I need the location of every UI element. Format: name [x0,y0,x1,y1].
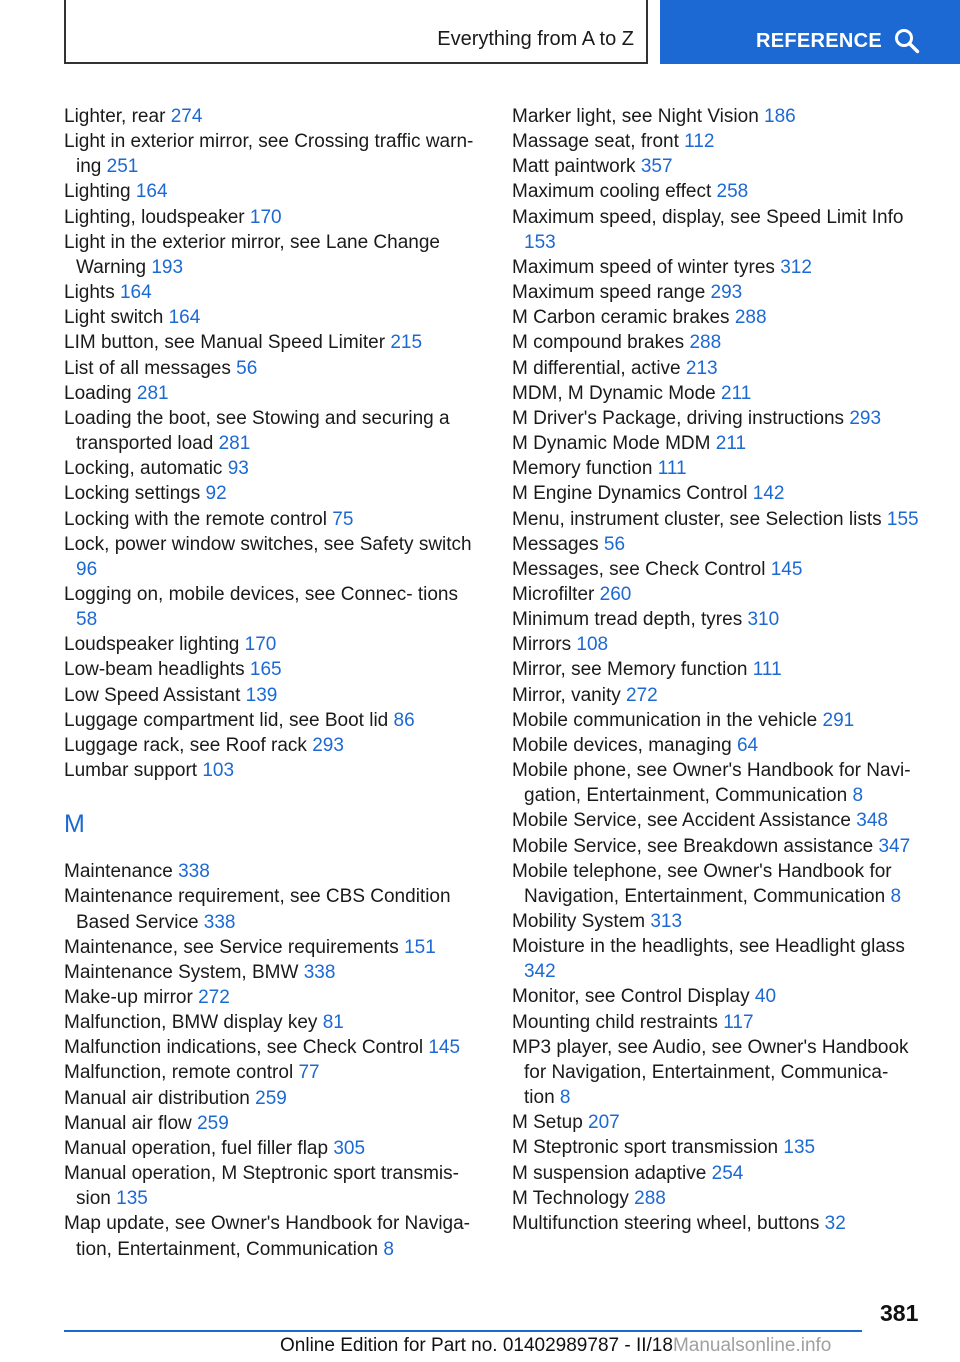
index-entry-term: Loudspeaker lighting [64,634,240,656]
page-reference-link[interactable]: 86 [393,709,415,731]
page-reference-link[interactable]: 288 [634,1187,666,1209]
index-entry [512,557,922,582]
index-entry-term: M Driver's Package, driving instructions [512,407,845,429]
index-entry-term: Maintenance requirement, see CBS Condition Based Service [64,886,451,933]
index-entry-term: M Dynamic Mode MDM [512,433,711,455]
page-reference-link[interactable]: 165 [249,659,282,681]
index-entry-term: Low-beam headlights [64,659,245,681]
index-entry [64,985,484,1010]
page-reference-link[interactable]: 211 [721,382,752,404]
search-icon[interactable] [894,28,920,54]
index-entry [512,381,922,406]
edition-text: Online Edition for Part no. 01402989787 - II/18 [280,1335,673,1356]
index-entry-term: Maintenance System, BMW [64,961,299,983]
index-entry [64,406,484,456]
index-entry [64,381,484,406]
index-entry-term: Make-up mirror [64,987,193,1008]
index-entry-term: Mobile Service, see Accident Assistance [512,810,852,832]
page-reference-link[interactable]: 193 [151,256,184,278]
index-entry-term: M Steptronic sport transmission [512,1137,779,1159]
index-entry [64,205,484,230]
index-entry [64,683,484,708]
index-entry [512,532,922,557]
page-reference-link[interactable]: 281 [136,382,169,404]
page-reference-link[interactable]: 288 [734,307,767,329]
index-entry [64,1211,484,1261]
watermark-text: Manualsonline.info [672,1335,832,1356]
page-reference-link[interactable]: 186 [764,106,796,127]
page-reference-link[interactable]: 93 [227,458,249,480]
index-entry-term: Massage seat, front [512,131,679,153]
page-reference-link[interactable]: 213 [685,357,718,379]
index-entry [512,808,922,833]
page-reference-link[interactable]: 92 [205,483,227,505]
page-reference-link[interactable]: 8 [383,1238,394,1260]
page-reference-link[interactable]: 58 [76,609,98,631]
page-reference-link[interactable]: 293 [849,407,882,429]
index-entry [64,481,484,506]
footer-divider [64,1330,862,1332]
index-entry [512,305,922,330]
page-reference-link[interactable]: 75 [332,508,354,530]
page-reference-link[interactable]: 338 [178,861,210,883]
index-entry-term: M Setup [512,1112,583,1134]
index-entry [64,1111,484,1136]
index-entry-term: Locking with the remote control [64,508,327,530]
page-reference-link[interactable]: 310 [747,609,780,631]
page-reference-link[interactable]: 151 [404,936,436,958]
index-entry [512,1010,922,1035]
index-entry-term: Manual air distribution [64,1087,250,1109]
index-entry-term: Messages [512,533,599,555]
index-entry-term: Light in exterior mirror, see Crossing traffic warn- ing [64,131,474,178]
index-entry [64,1035,484,1060]
index-entry [64,960,484,985]
page-reference-link[interactable]: 312 [780,256,812,278]
page-number: 381 [880,1300,919,1326]
index-entry [64,733,484,758]
index-entry-term: Matt paintwork [512,156,636,178]
page-reference-link[interactable]: 281 [218,433,251,455]
index-entry-term: Loading the boot, see Stowing and securing a transported load [64,407,450,455]
index-entry [64,507,484,532]
index-entry [512,129,922,154]
index-entry-term: M suspension adaptive [512,1162,707,1184]
section-letter-m: M [64,810,85,839]
index-entry [64,758,484,783]
page-reference-link[interactable]: 111 [752,659,782,681]
page-reference-link[interactable]: 139 [245,684,278,706]
index-entry [64,582,484,632]
page-reference-link[interactable]: 288 [689,332,722,354]
page-reference-link[interactable]: 357 [640,156,673,178]
index-entry [64,230,484,280]
index-entry [512,834,922,859]
page-reference-link[interactable]: 342 [524,961,556,983]
index-entry-term: Manual air flow [64,1112,192,1134]
index-entry-term: Lighter, rear [64,106,166,127]
index-entry-term: Mobile Service, see Breakdown assistance [512,835,874,857]
index-entry-term: Maintenance [64,861,173,883]
index-entry [512,431,922,456]
index-entry-term: Light switch [64,307,164,329]
index-entry [512,280,922,305]
page-reference-link[interactable]: 111 [657,458,687,480]
index-entry [512,330,922,355]
page-reference-link[interactable]: 164 [168,307,201,329]
page-reference-link[interactable]: 338 [203,911,236,933]
index-entry-term: Microfilter [512,583,595,605]
index-entry-term: Mobile telephone, see Owner's Handbook for Navigation, Entertainment, Communication [512,860,892,907]
index-entry [64,305,484,330]
header-title-box [64,0,648,64]
index-entry [64,129,484,179]
index-entry-term: MDM, M Dynamic Mode [512,382,716,404]
page-reference-link[interactable]: 259 [255,1087,287,1109]
index-entry-term: List of all messages [64,357,231,379]
page-reference-link[interactable]: 272 [626,684,658,706]
index-entry-term: Luggage rack, see Roof rack [64,734,307,756]
page-reference-link[interactable]: 103 [202,760,235,782]
page-reference-link[interactable]: 258 [716,181,749,203]
page-reference-link[interactable]: 170 [249,206,282,228]
index-entry [64,356,484,381]
page-reference-link[interactable]: 112 [684,131,715,153]
index-entry [512,1035,922,1110]
index-entry [512,1161,922,1186]
page-reference-link[interactable]: 145 [428,1037,461,1059]
index-entry-term: Mobile devices, managing [512,734,732,756]
index-entry-term: Manual operation, M Steptronic sport transmis- sion [64,1163,459,1210]
index-entry [64,532,484,582]
page-reference-link[interactable]: 96 [76,558,98,580]
index-entry [64,456,484,481]
page-reference-link[interactable]: 56 [603,533,626,555]
index-entry [64,632,484,657]
index-entry-term: M Carbon ceramic brakes [512,307,730,329]
index-entry [512,758,922,808]
index-entry-term: Logging on, mobile devices, see Connec- tions [64,583,458,605]
page-reference-link[interactable]: 142 [752,483,785,505]
index-entry [512,205,922,255]
index-entry-term: Maintenance, see Service requirements [64,936,399,958]
page-reference-link[interactable]: 32 [824,1212,846,1234]
index-entry-term: Map update, see Owner's Handbook for Naviga- tion, Entertainment, Communication [64,1213,471,1260]
page-reference-link[interactable]: 40 [754,986,777,1008]
page-reference-link[interactable]: 145 [770,558,803,580]
index-entry [512,607,922,632]
header-title: Everything from A to Z [437,28,634,50]
page-reference-link[interactable]: 135 [116,1188,148,1210]
index-column-left [64,104,484,1262]
index-entry-term: M Technology [512,1187,629,1209]
index-entry [512,456,922,481]
index-entry [512,683,922,708]
index-entries-m-continued [512,104,922,1236]
page-reference-link[interactable]: 8 [890,885,902,907]
page-reference-link[interactable]: 207 [588,1112,620,1134]
page-reference-link[interactable]: 56 [236,357,258,379]
index-entry-term: Malfunction, BMW display key [64,1012,318,1034]
page-reference-link[interactable]: 259 [197,1112,229,1134]
index-entry-term: Malfunction indications, see Check Control [64,1037,424,1059]
reference-label: REFERENCE [756,30,883,52]
index-entry [512,356,922,381]
index-entry [64,1010,484,1035]
index-entry [64,935,484,960]
index-entry [512,934,922,984]
index-entry-term: Minimum tread depth, tyres [512,609,743,631]
index-entry-term: Mobile phone, see Owner's Handbook for Navi- gation, Entertainment, Communication [512,760,911,807]
page-reference-link[interactable]: 117 [723,1011,754,1033]
index-entry-term: Multifunction steering wheel, buttons [512,1212,820,1234]
page-reference-link[interactable]: 211 [715,433,747,455]
index-entry-term: Malfunction, remote control [64,1062,294,1084]
index-entry-term: Mobile communication in the vehicle [512,709,818,731]
index-entry-term: Mirrors [512,634,572,656]
index-entry-term: Maximum cooling effect [512,181,712,203]
index-entry-term: Mirror, see Memory function [512,659,748,681]
index-entries-l [64,104,484,783]
index-entry [64,1086,484,1111]
index-entry-term: Luggage compartment lid, see Boot lid [64,709,389,731]
page-reference-link[interactable]: 153 [524,231,556,253]
page-reference-link[interactable]: 254 [711,1162,744,1184]
index-entry-term: Mobility System [512,911,646,932]
page-reference-link[interactable]: 164 [135,181,168,203]
index-entry [512,179,922,204]
index-entry [512,859,922,909]
page-reference-link[interactable]: 347 [878,835,911,857]
index-column-right [512,104,922,1236]
index-entry-term: Locking, automatic [64,458,223,480]
page-reference-link[interactable]: 81 [322,1012,344,1034]
index-entry [512,255,922,280]
index-entry [512,909,922,934]
page-reference-link[interactable]: 338 [303,961,336,983]
page-reference-link[interactable]: 164 [119,282,152,304]
page-reference-link[interactable]: 313 [650,911,683,932]
page-reference-link[interactable]: 251 [106,156,139,178]
index-entry-term: Monitor, see Control Display [512,986,750,1008]
page-reference-link[interactable]: 293 [312,734,344,756]
page-reference-link[interactable]: 274 [170,106,203,127]
page-reference-link[interactable]: 8 [852,785,864,807]
index-entry-term: Loading [64,382,132,404]
index-entry [512,481,922,506]
index-entry-term: Lumbar support [64,760,198,782]
page-reference-link[interactable]: 348 [856,810,888,832]
index-entry-term: Marker light, see Night Vision [512,106,759,127]
index-entry-term: Mounting child restraints [512,1011,718,1033]
index-entry [64,104,484,129]
index-entry [512,1186,922,1211]
index-entry-term: Manual operation, fuel filler flap [64,1137,329,1159]
page-reference-link[interactable]: 64 [736,734,759,756]
index-entry-term: Maximum speed, display, see Speed Limit Info [512,206,904,228]
index-entry-term: Lighting [64,181,131,203]
index-entry [512,733,922,758]
index-entry-term: LIM button, see Manual Speed Limiter [64,332,386,354]
index-entry-term: Mirror, vanity [512,684,621,706]
index-entry-term: Menu, instrument cluster, see Selection lists [512,508,882,530]
page-reference-link[interactable]: 8 [559,1087,571,1109]
index-entry-term: M differential, active [512,357,681,379]
index-entry [512,406,922,431]
index-entry [512,657,922,682]
page-reference-link[interactable]: 108 [576,634,609,656]
index-entry [512,1135,922,1160]
index-entry [64,1136,484,1161]
page-reference-link[interactable]: 305 [333,1137,366,1159]
reference-tab[interactable] [660,0,960,64]
index-entry-term: Memory function [512,458,653,480]
index-entry [64,1161,484,1211]
index-entry [64,1060,484,1085]
page-reference-link[interactable]: 215 [390,332,423,354]
page-reference-link[interactable]: 260 [599,583,632,605]
index-entry [512,507,922,532]
index-entry [64,330,484,355]
index-entry-term: Low Speed Assistant [64,684,241,706]
index-entry [512,708,922,733]
index-entry [64,708,484,733]
index-entry-term: Lighting, loudspeaker [64,206,245,228]
index-entry [64,280,484,305]
page-reference-link[interactable]: 155 [886,508,919,530]
index-entry-term: Maximum speed range [512,282,706,304]
page-reference-link[interactable]: 293 [710,282,743,304]
page-reference-link[interactable]: 170 [244,634,277,656]
page-reference-link[interactable]: 135 [783,1137,816,1159]
index-entry-term: Light in the exterior mirror, see Lane Change Warning [64,231,440,278]
index-entry [64,657,484,682]
index-entry-term: Messages, see Check Control [512,558,766,580]
index-entry [512,1110,922,1135]
index-entry [512,1211,922,1236]
index-entry-term: Lock, power window switches, see Safety switch [64,533,472,555]
index-entry [64,884,484,934]
index-entry-term: MP3 player, see Audio, see Owner's Handbook for Navigation, Entertainment, Communica- tion [512,1036,909,1109]
index-entry [512,154,922,179]
index-entry-term: M compound brakes [512,332,685,354]
index-entry [512,582,922,607]
page-reference-link[interactable]: 291 [822,709,855,731]
footer-edition [280,1335,831,1357]
index-entry-term: M Engine Dynamics Control [512,483,748,505]
index-entry-term: Locking settings [64,483,201,505]
index-entries-m-start [64,859,484,1262]
index-entry [64,179,484,204]
index-entry-term: Moisture in the headlights, see Headlight glass [512,936,905,958]
index-entry [512,632,922,657]
page-reference-link[interactable]: 77 [298,1062,320,1084]
index-entry [64,859,484,884]
page-reference-link[interactable]: 272 [198,987,230,1008]
index-entry-term: Maximum speed of winter tyres [512,256,775,278]
index-entry [512,984,922,1009]
index-entry-term: Lights [64,282,115,304]
index-entry [512,104,922,129]
